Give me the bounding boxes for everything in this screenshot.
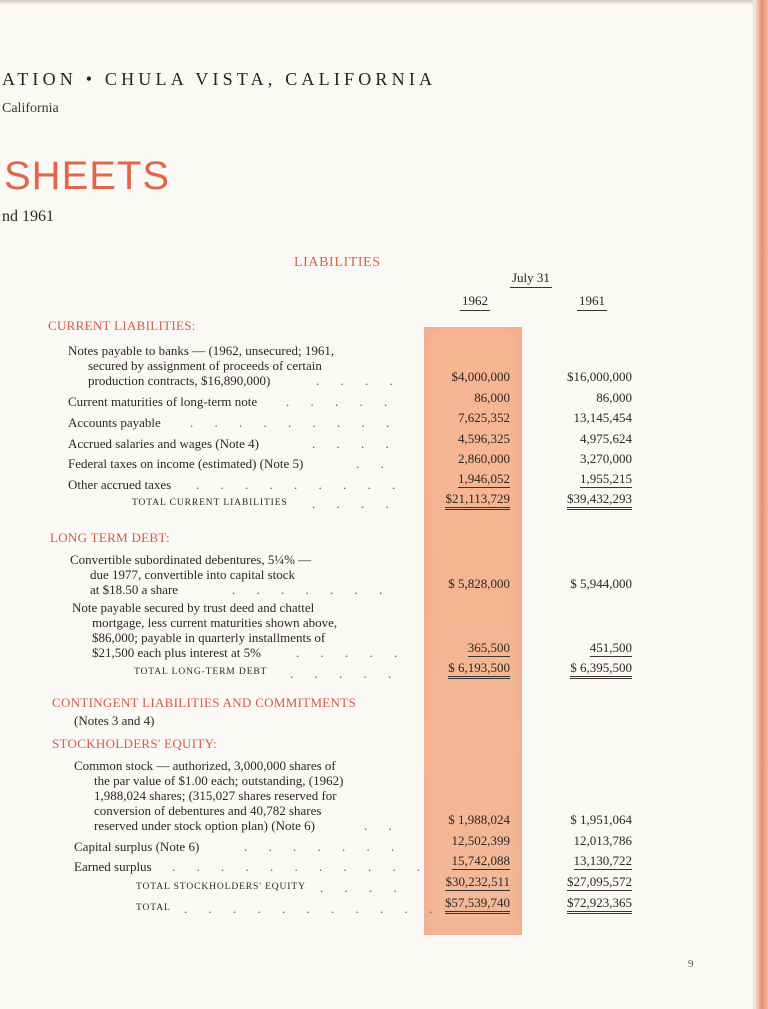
leader-dots: . . . . [312,436,398,451]
accounts-payable-1961: 13,145,454 [573,410,632,425]
common-stock-line2: the par value of $1.00 each; outstanding, (1962) [94,773,344,788]
total-long-term-debt-1962: $ 6,193,500 [448,660,510,679]
notes-payable-line3: production contracts, $16,890,000) [88,373,271,388]
debentures-1961: $ 5,944,000 [570,576,632,591]
accrued-salaries-1961: 4,975,624 [580,431,632,446]
note-payable-line4: $21,500 each plus interest at 5% [92,645,261,660]
long-term-debt-heading: LONG TERM DEBT: [50,530,170,545]
accounts-payable-1962: 7,625,352 [458,410,510,425]
leader-dots: . . . . . . . . . . . [184,901,442,916]
leader-dots: . . . . . . . [244,839,404,854]
total-current-liabilities-label: TOTAL CURRENT LIABILITIES [132,498,288,508]
other-taxes-1961: 1,955,215 [580,471,632,486]
capital-surplus-label: Capital surplus (Note 6) [74,839,200,854]
contingent-notes: (Notes 3 and 4) [74,713,155,728]
leader-dots: . . [364,818,401,833]
capital-surplus-1961: 12,013,786 [573,833,632,848]
other-taxes-label: Other accrued taxes [68,477,172,492]
note-payable-line1: Note payable secured by trust deed and chattel [72,600,315,615]
capital-surplus-1962: 12,502,399 [451,833,510,848]
accrued-salaries-1962: 4,596,325 [458,431,510,446]
leader-dots: . . . . . . . . . . . [172,859,430,874]
common-stock-1962: $ 1,988,024 [448,812,510,827]
current-maturities-label: Current maturities of long-term note [68,394,258,409]
debentures-line2: due 1977, convertible into capital stock [90,567,296,582]
company-location: California [2,101,59,116]
earned-surplus-1962: 15,742,088 [451,853,510,868]
note-payable-1961: 451,500 [589,640,632,655]
other-taxes-1962: 1,946,052 [458,471,510,486]
leader-dots: . . [356,456,393,471]
federal-taxes-1962: 2,860,000 [458,451,510,466]
total-equity-label: TOTAL STOCKHOLDERS' EQUITY [136,882,306,892]
leader-dots: . . . . . [290,666,401,681]
leader-dots: . . . . . . . . . [196,477,405,492]
equity-heading: STOCKHOLDERS' EQUITY: [52,736,218,751]
total-long-term-debt-label: TOTAL LONG-TERM DEBT [134,667,268,677]
debentures-line1: Convertible subordinated debentures, 5¼% — [70,552,312,567]
note-payable-line3: $86,000; payable in quarterly installments of [92,630,326,645]
leader-dots: . . . . . [286,394,397,409]
note-payable-1962: 365,500 [467,640,510,655]
total-equity-1961: $27,095,572 [567,874,632,889]
page-number: 9 [688,958,694,970]
common-stock-label [74,758,343,833]
leader-dots: . . . . . . . [232,582,392,597]
leader-dots: . . . . . . . . . [190,415,399,430]
federal-taxes-1961: 3,270,000 [580,451,632,466]
common-stock-line5: reserved under stock option plan) (Note 6) [94,818,315,833]
debentures-1962: $ 5,828,000 [448,576,510,591]
note-payable-line2: mortgage, less current maturities shown above, [92,615,338,630]
common-stock-line1: Common stock — authorized, 3,000,000 shares of [74,758,336,773]
common-stock-line3: 1,988,024 shares; (315,027 shares reserved for [94,788,337,803]
notes-payable-line2: secured by assignment of proceeds of certain [88,358,322,373]
grand-total-1961: $72,923,365 [567,895,632,914]
federal-taxes-label: Federal taxes on income (estimated) (Note 5) [68,456,304,471]
notes-payable-1962: $4,000,000 [451,369,510,384]
company-header: ATION • CHULA VISTA, CALIFORNIA [2,69,437,89]
section-title: LIABILITIES [294,255,381,270]
leader-dots: . . . . . [296,645,407,660]
page-top-shadow [0,0,768,5]
grand-total-1962: $57,539,740 [445,895,510,914]
earned-surplus-label: Earned surplus [74,859,152,874]
total-current-liabilities-1961: $39,432,293 [567,491,632,510]
contingent-heading: CONTINGENT LIABILITIES AND COMMITMENTS [52,695,357,710]
accounts-payable-label: Accounts payable [68,415,161,430]
period-header: July 31 [510,270,552,288]
current-maturities-1962: 86,000 [474,390,510,405]
total-current-liabilities-1962: $21,113,729 [445,491,510,510]
notes-payable-line1: Notes payable to banks — (1962, unsecured; 1961, [68,343,335,358]
earned-surplus-1961: 13,130,722 [573,853,632,868]
column-header-1962: 1962 [460,293,490,311]
page-subtitle: nd 1961 [2,208,54,225]
total-long-term-debt-1961: $ 6,395,500 [570,660,632,679]
leader-dots: . . . . [316,373,402,388]
notes-payable-label [68,343,334,388]
grand-total-label: TOTAL [136,903,171,913]
common-stock-line4: conversion of debentures and 40,782 shares [94,803,322,818]
current-liabilities-heading: CURRENT LIABILITIES: [48,318,196,333]
current-maturities-1961: 86,000 [596,390,632,405]
page-title: SHEETS [4,154,171,198]
debentures-line3: at $18.50 a share [90,582,179,597]
notes-payable-1961: $16,000,000 [567,369,632,384]
leader-dots: . . . . [312,496,398,511]
page-binding-edge [754,0,768,1009]
accrued-salaries-label: Accrued salaries and wages (Note 4) [68,436,259,451]
column-header-1961: 1961 [577,293,607,311]
total-equity-1962: $30,232,511 [445,874,510,889]
common-stock-1961: $ 1,951,064 [570,812,632,827]
leader-dots: . . . . [320,880,406,895]
